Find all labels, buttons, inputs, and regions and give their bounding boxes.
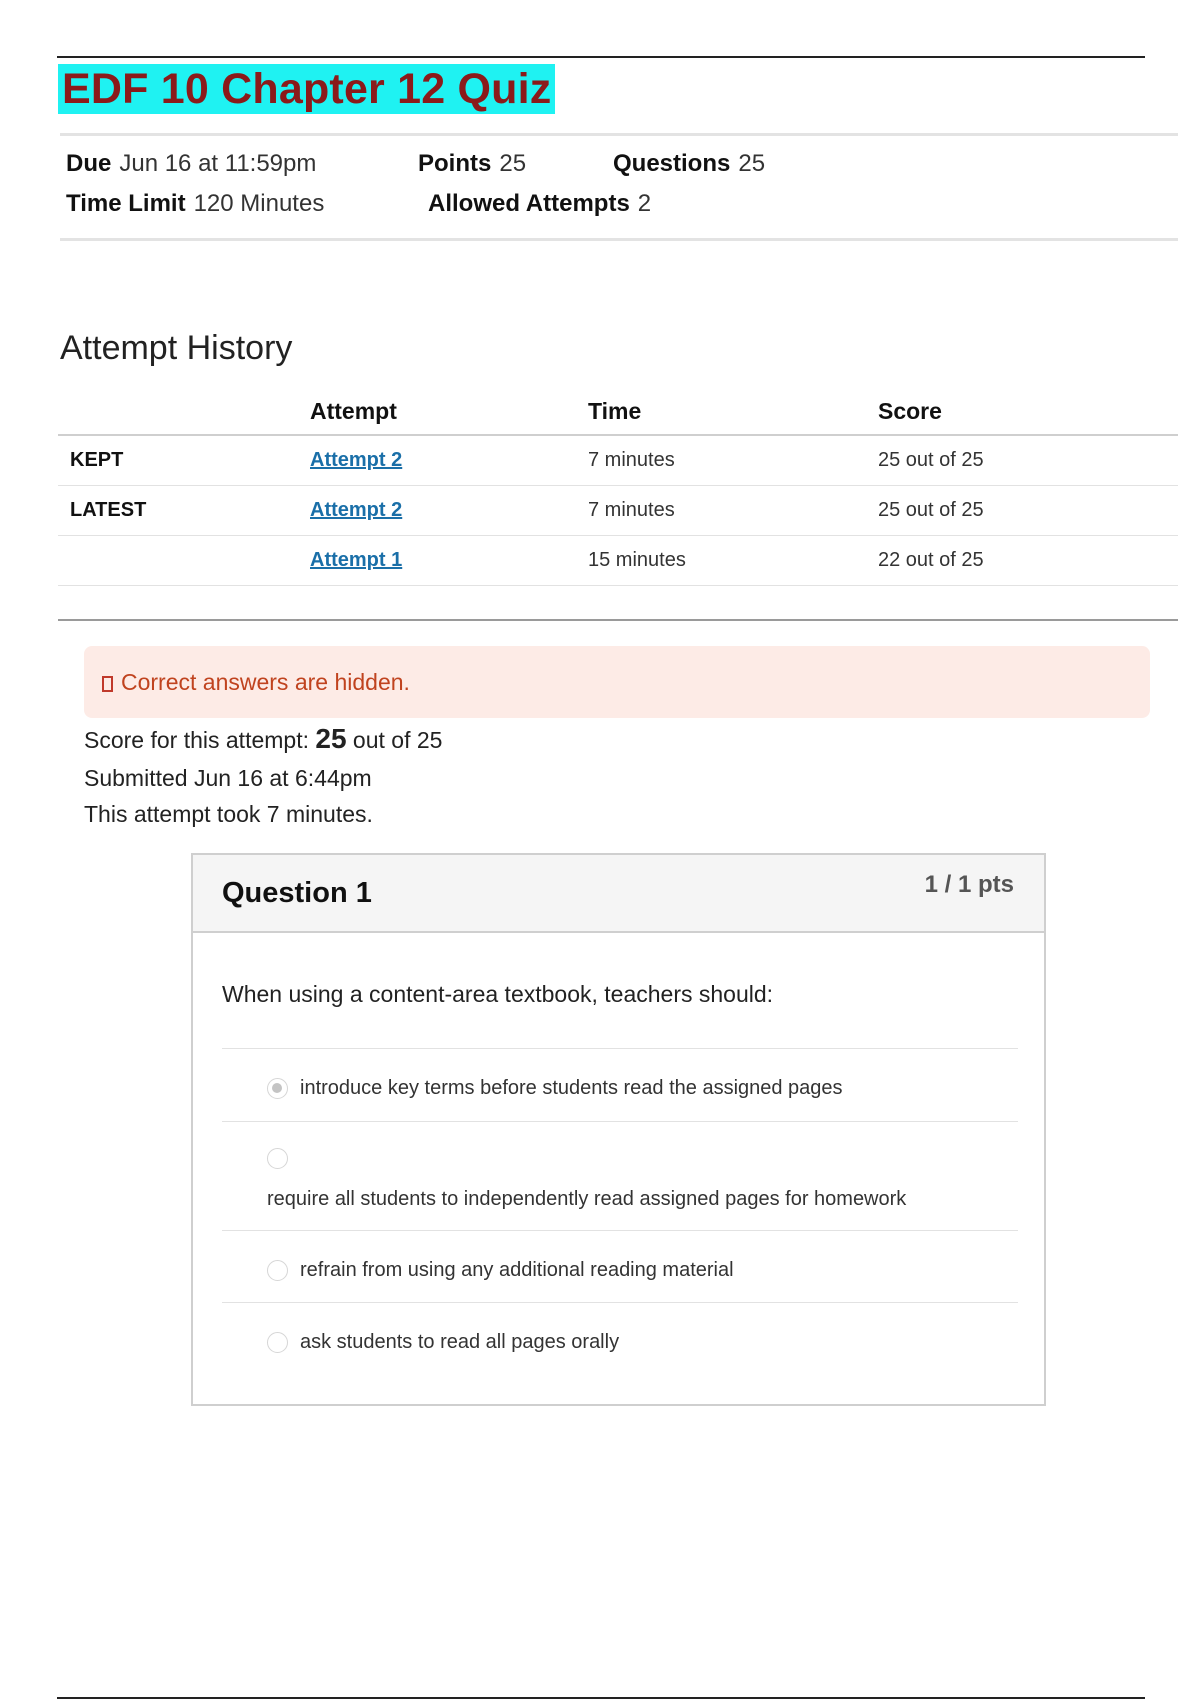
row-status-label [58, 536, 310, 586]
page-title: EDF 10 Chapter 12 Quiz [58, 64, 555, 114]
row-status-label: KEPT [58, 435, 310, 486]
row-status-label: LATEST [58, 486, 310, 536]
quiz-details [60, 133, 1178, 241]
radio-icon[interactable] [267, 1332, 288, 1353]
points-detail [418, 150, 526, 178]
title-container [58, 64, 555, 114]
top-divider [57, 56, 1145, 58]
attempt-score-line [84, 725, 442, 754]
score-cell: 25 out of 25 [878, 486, 1178, 536]
questions-detail [613, 150, 765, 178]
answer-text: require all students to independently read assigned pages for homework [267, 1188, 907, 1210]
attempt-link[interactable]: Attempt 1 [310, 549, 403, 571]
radio-selected-icon[interactable] [267, 1078, 288, 1099]
attempt-history-title: Attempt History [60, 329, 293, 367]
points-value: 25 [499, 150, 527, 177]
attempt-history-table [58, 388, 1178, 586]
time-cell: 15 minutes [588, 536, 878, 586]
question-header [193, 855, 1044, 933]
column-header-label [58, 388, 310, 435]
question-title: Question 1 [222, 877, 372, 909]
attempt-duration: This attempt took 7 minutes. [84, 801, 373, 827]
radio-icon[interactable] [267, 1148, 288, 1169]
score-cell: 22 out of 25 [878, 536, 1178, 586]
questions-label: Questions [613, 150, 731, 177]
answer-text: introduce key terms before students read the assigned pages [300, 1077, 843, 1099]
attempt-cell [310, 486, 588, 536]
time-cell: 7 minutes [588, 486, 878, 536]
table-row [58, 486, 1178, 536]
score-cell: 25 out of 25 [878, 435, 1178, 486]
score-prefix: Score for this attempt: [84, 727, 309, 753]
answer-divider [222, 1121, 1018, 1122]
section-divider [58, 619, 1178, 621]
radio-icon[interactable] [267, 1260, 288, 1281]
column-header-attempt: Attempt [310, 388, 588, 435]
answer-divider [222, 1302, 1018, 1303]
allowed-attempts-value: 2 [637, 190, 652, 217]
due-value: Jun 16 at 11:59pm [119, 150, 317, 177]
due-label: Due [66, 150, 112, 177]
allowed-attempts-detail [428, 190, 651, 218]
hidden-answers-alert [84, 646, 1150, 718]
questions-value: 25 [738, 150, 766, 177]
answer-divider [222, 1048, 1018, 1049]
submitted-time: Submitted Jun 16 at 6:44pm [84, 765, 372, 791]
table-row [58, 435, 1178, 486]
answer-text: ask students to read all pages orally [300, 1331, 620, 1353]
score-value: 25 [315, 723, 347, 754]
attempt-cell [310, 536, 588, 586]
column-header-time: Time [588, 388, 878, 435]
column-header-score: Score [878, 388, 1178, 435]
alert-text: Correct answers are hidden. [121, 668, 410, 695]
answer-option-2[interactable] [267, 1188, 906, 1211]
answer-option-1[interactable] [267, 1077, 843, 1100]
time-limit-detail [66, 190, 324, 218]
answer-divider [222, 1230, 1018, 1231]
answer-text: refrain from using any additional reading material [300, 1259, 734, 1281]
question-card [191, 853, 1046, 1406]
question-text: When using a content-area textbook, teachers should: [222, 981, 774, 1007]
points-label: Points [418, 150, 492, 177]
answer-option-3[interactable] [267, 1259, 734, 1282]
time-cell: 7 minutes [588, 435, 878, 486]
table-header-row [58, 388, 1178, 435]
bottom-divider [57, 1697, 1145, 1699]
attempt-link[interactable]: Attempt 2 [310, 499, 403, 521]
due-detail [66, 150, 316, 178]
time-limit-label: Time Limit [66, 190, 186, 217]
attempt-link[interactable]: Attempt 2 [310, 449, 403, 471]
score-suffix: out of 25 [352, 727, 443, 753]
allowed-attempts-label: Allowed Attempts [428, 190, 630, 217]
time-limit-value: 120 Minutes [193, 190, 325, 217]
attempt-cell [310, 435, 588, 486]
table-row [58, 536, 1178, 586]
answer-option-4[interactable] [267, 1331, 619, 1354]
question-points: 1 / 1 pts [924, 871, 1014, 898]
info-icon [102, 676, 113, 692]
